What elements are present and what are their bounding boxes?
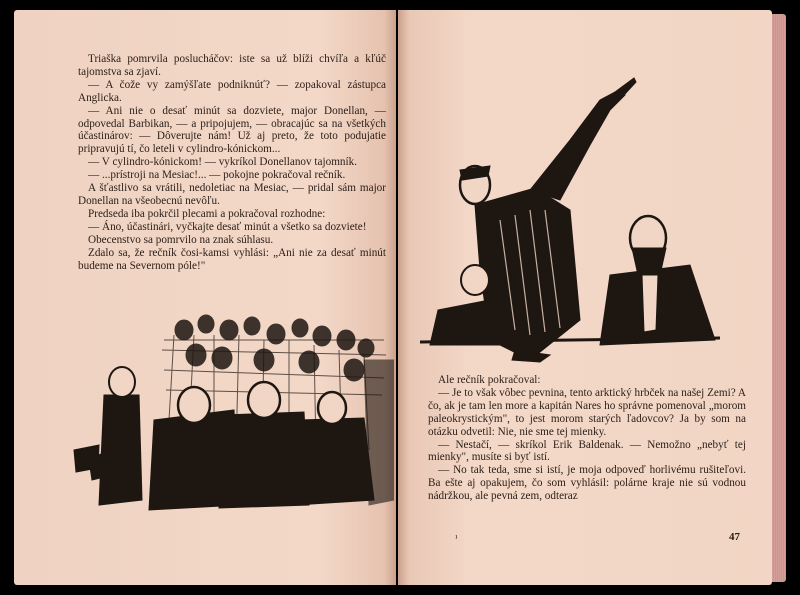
footer-mark: ¹ [455,533,458,543]
paragraph: — V cylindro-kónickom! — vykríkol Donellanov tajomník. [88,156,357,169]
paragraph: Ale rečník pokračoval: [438,374,541,386]
paragraph: — No tak teda, sme si istí, je moja odpoveď horlivému rušiteľovi. Ba ešte aj opakujem, čo som vyhlásil: polárne kraje nie sú vodnou nádržkou, ale pevná zem, odteraz [428,464,746,503]
paragraph: — Je to však vôbec pevnina, tento arktický hrbček na našej Zemi? A čo, ak je tam len more a kapitán Nares ho správne pomenoval „morom paleokrystickým", to jest morom starých ľadovcov? Ja by som na otázku odvetil: Nie, nie sme tej mienky. [428,386,746,438]
paragraph: — A čože vy zamýšľate podniknúť? — zopakoval zástupca Anglicka. [78,78,386,104]
right-page [398,10,772,585]
speaker-illustration [420,70,720,370]
paragraph: Zdalo sa, že rečník čosi-kamsi vyhlási: „Ani nie za desať minút budeme na Severnom póle!" [78,246,386,272]
paragraph: Triaška pomrvila poslucháčov: iste sa už blíži chvíľa a kľúč tajomstva sa zjaví. [78,53,386,78]
left-page-text [78,53,386,272]
paragraph: Obecenstvo sa pomrvilo na znak súhlasu. [88,233,274,246]
crowd-illustration [64,300,394,515]
paragraph: — Nestačí, — skríkol Erik Baldenak. — Nemožno „nebyť tej mienky", musíte si byť istí. [428,438,746,464]
paragraph: A šťastlivo sa vrátili, nedoletiac na Mesiac, — pridal sám major Donellan na všeobecnú nevôľu. [78,182,386,207]
right-page-text [428,374,746,503]
pointing-arm [530,92,625,200]
paragraph: Predseda iba pokrčil plecami a pokračoval rozhodne: [88,207,326,220]
paragraph: — ...prístroji na Mesiac!... — pokojne pokračoval rečník. [88,169,346,182]
central-figures [149,382,374,510]
top-hat-figure [74,367,142,505]
left-page [14,10,396,585]
page-number: 47 [729,531,740,543]
paragraph: — Ani nie o desať minút sa dozviete, major Donellan, — odpovedal Barbikan, — a pripojujem, — obracajúc sa na všetkých účastinárov: — Dôverujte nám! Už aj preto, že toto podujatie pripravujú tí, čo leteli v cylindro-kónickom... [78,104,386,156]
paragraph: — Áno, účastinári, vyčkajte desať minút a všetko sa dozviete! [88,220,367,233]
page-edges [772,14,786,582]
